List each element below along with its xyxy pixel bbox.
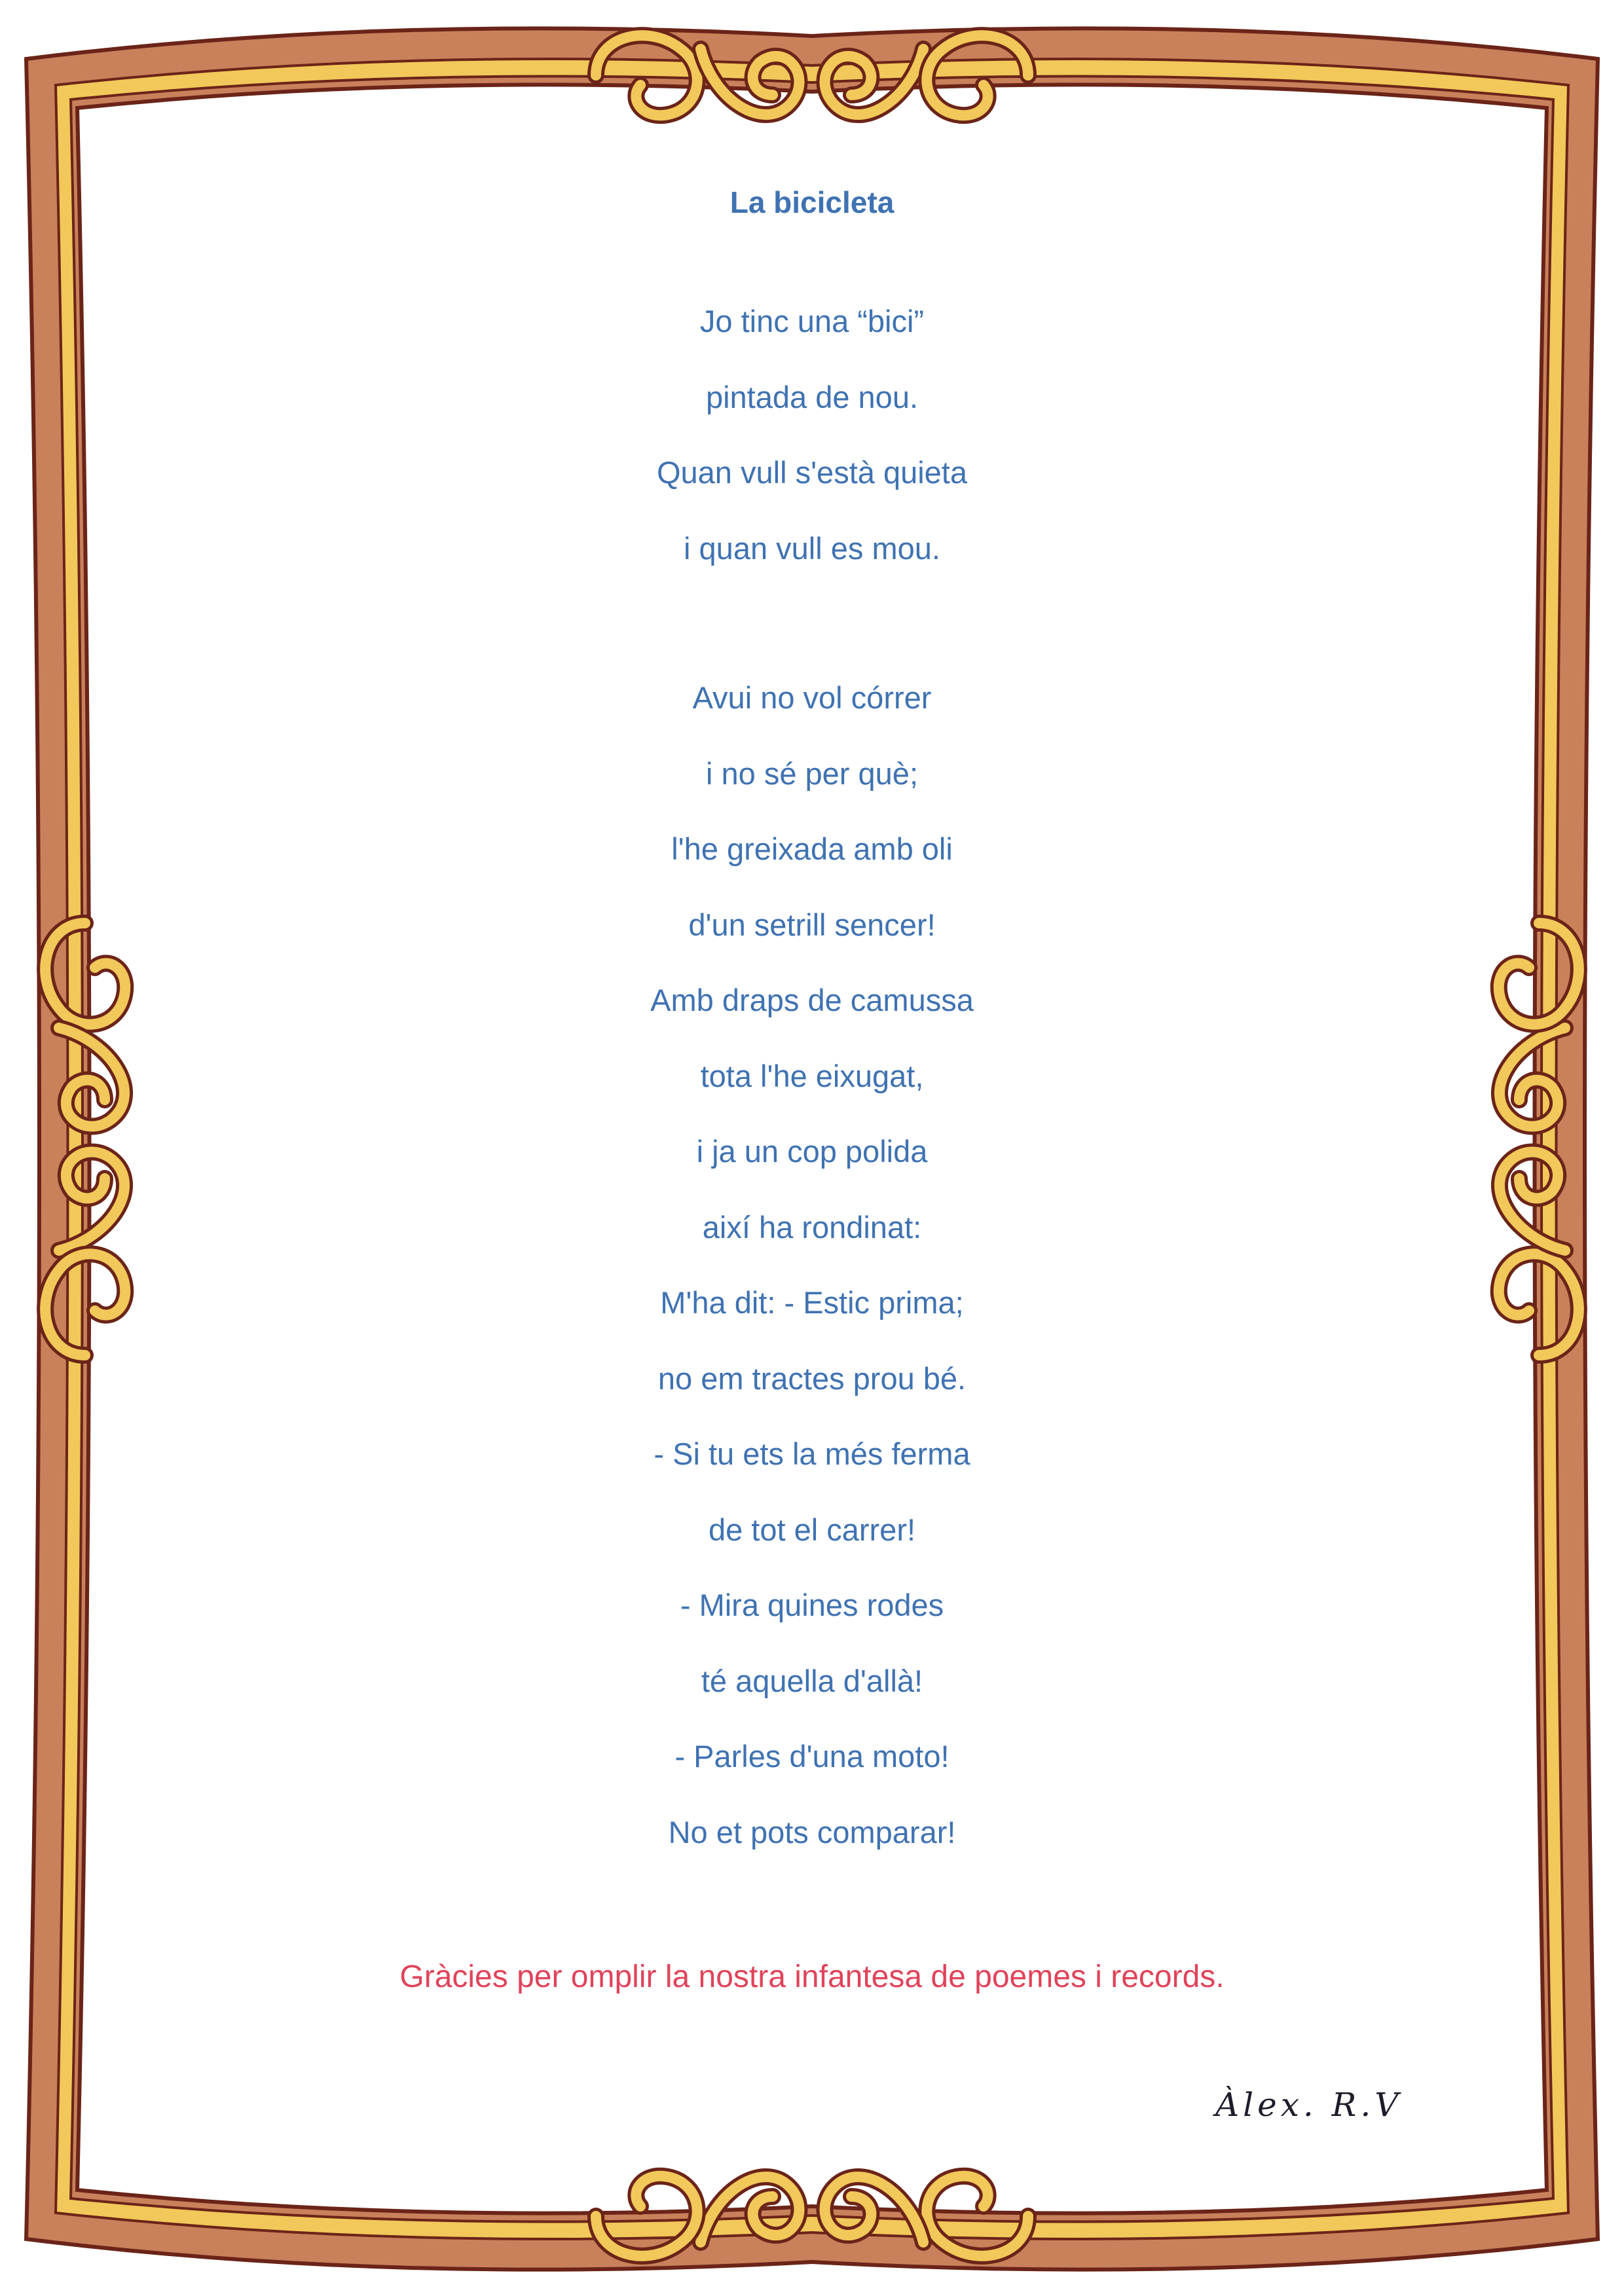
poem-line: té aquella d'allà!: [701, 1663, 923, 1698]
poem-line: - Mira quines rodes: [680, 1588, 944, 1622]
closing-note: Gràcies per omplir la nostra infantesa de poemes i records.: [399, 1959, 1225, 1994]
poem-line: pintada de nou.: [705, 379, 919, 414]
stanza: [0, 660, 1624, 1870]
poem-line: Jo tinc una “bici”: [699, 304, 925, 338]
poem-line: i quan vull es mou.: [684, 530, 940, 566]
poem-line: No et pots comparar!: [668, 1814, 956, 1850]
poem-line: Amb draps de camussa: [650, 983, 974, 1017]
poem-line: - Parles d'una moto!: [674, 1739, 950, 1774]
signature: Àlex. R.V: [1215, 2086, 1403, 2124]
poem-line: d'un setrill sencer!: [688, 907, 936, 942]
poem-title: La bicicleta: [729, 185, 895, 219]
poem-line: Avui no vol córrer: [692, 680, 932, 715]
poem-line: i no sé per què;: [706, 756, 918, 791]
poem-line: tota l'he eixugat,: [700, 1058, 924, 1093]
poem-line: M'ha dit: - Estic prima;: [660, 1285, 964, 1320]
poem-line: Quan vull s'està quieta: [656, 455, 968, 490]
stanza: [0, 283, 1624, 586]
poem-line: l'he greixada amb oli: [671, 831, 953, 866]
poem-line: i ja un cop polida: [696, 1134, 928, 1169]
poem-line: no em tractes prou bé.: [657, 1360, 967, 1396]
poem-line: de tot el carrer!: [708, 1512, 916, 1547]
poem-line: - Si tu ets la més ferma: [654, 1436, 970, 1471]
poem-line: així ha rondinat:: [702, 1209, 922, 1245]
